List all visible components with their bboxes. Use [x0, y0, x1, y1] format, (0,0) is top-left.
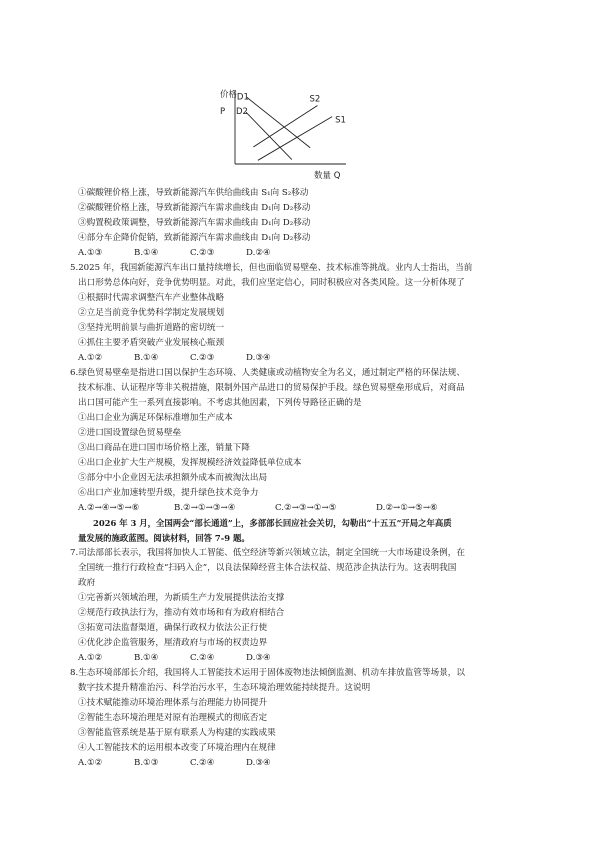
q5-choices [78, 353, 302, 364]
q4-option-2: ②碳酸锂价格上涨，导致新能源汽车需求曲线由 D₁向 D₂移动 [78, 203, 311, 213]
supply-demand-chart [210, 84, 350, 184]
choice-d: D.②④ [246, 248, 271, 258]
q7-choices [78, 653, 302, 664]
q5-option-3: ③坚持光明前景与曲折道路的密切统一 [78, 323, 225, 333]
choice-a: A.②→④→⑤→⑥ [78, 503, 140, 513]
q7-option-2: ②规范行政执法行为，推动有效市场和有为政府相结合 [78, 608, 285, 618]
curve-s1 [258, 117, 332, 161]
q8-option-1: ①技术赋能推动环境治理体系与治理能力协同提升 [78, 698, 268, 708]
q7-option-3: ③拓宽司法监督渠道，确保行政权力依法公正行使 [78, 623, 268, 633]
q8-stem-line-2: 数字技术提升精准治污、科学治污水平，生态环境治理效能持续提升。这说明 [78, 683, 371, 693]
choice-c: C.②④ [190, 653, 215, 663]
choice-c: C.②③ [190, 248, 215, 258]
choice-b: B.①④ [134, 248, 159, 258]
choice-b: B.①③ [134, 758, 159, 768]
choice-b: B.②→①→③→④ [174, 503, 236, 513]
choice-c: C.②④ [190, 758, 215, 768]
choice-c: C.②③ [190, 353, 215, 363]
q6-option-4: ④出口企业扩大生产规模，发挥规模经济效益降低单位成本 [78, 458, 302, 468]
q6-stem-line-3: 出口国可能产生一系列直接影响。不考虑其他因素，下列传导路径正确的是 [78, 398, 362, 408]
q5-stem-line-1: 5.2025 年，我国新能源汽车出口量持续增长，但也面临贸易壁垒、技术标准等挑战。业内人士指出，当前 [70, 263, 473, 273]
choice-a: A.①② [78, 758, 103, 768]
choice-b: B.①④ [134, 353, 159, 363]
q8-option-4: ④人工智能技术的运用根本改变了环境治理内在规律 [78, 743, 276, 753]
q6-option-6: ⑥出口产业加速转型升级，提升绿色技术竞争力 [78, 488, 259, 498]
material-line-1: 2026 年 3 月，全国两会“部长通道”上，多部部长回应社会关切，勾勒出“十五五”开局之年高质 [93, 518, 452, 528]
choice-c: C.②→③→①→⑤ [275, 503, 337, 513]
choice-a: A.①② [78, 653, 103, 663]
q8-choices [78, 758, 302, 769]
q4-option-3: ③购置税政策调整，导致新能源汽车需求曲线由 D₁向 D₂移动 [78, 218, 311, 228]
q7-stem-line-2: 全国统一推行行政检查“扫码入企”，以良法保障经营主体合法权益、规范涉企执法行为。这表明我国 [78, 563, 457, 573]
q5-option-2: ②立足当前竞争优势科学制定发展规划 [78, 308, 225, 318]
q6-option-3: ③出口商品在进口国市场价格上涨，销量下降 [78, 443, 250, 453]
choice-d: D.③④ [246, 353, 271, 363]
choice-d: D.③④ [246, 758, 271, 768]
q8-stem-line-1: 8.生态环境部部长介绍，我国将人工智能技术运用于固体废物违法倾倒监测、机动车排放监管等场景，以 [70, 668, 465, 678]
q7-option-4: ④优化涉企监管服务，厘清政府与市场的权责边界 [78, 638, 268, 648]
curve-label-s2: S2 [309, 94, 321, 105]
choice-d: D.③④ [246, 653, 271, 663]
curve-label-d2: D2 [236, 107, 248, 118]
curve-s2 [253, 106, 317, 147]
choice-a: A.①③ [78, 248, 103, 258]
q6-option-2: ②进口国设置绿色贸易壁垒 [78, 428, 182, 438]
q5-option-1: ①根据时代需求调整汽车产业整体战略 [78, 293, 225, 303]
q4-choices [78, 248, 302, 259]
y-axis-label: 价格 [220, 90, 238, 100]
q5-option-4: ④抓住主要矛盾突破产业发展核心瓶颈 [78, 338, 225, 348]
y-axis-symbol: P [220, 107, 226, 117]
q5-stem-line-2: 出口形势总体向好，竞争优势明显。对此，我们应坚定信心，同时积极应对各类风险。这一分析体现了 [78, 278, 465, 288]
q4-option-1: ①碳酸锂价格上涨，导致新能源汽车供给曲线由 S₁向 S₂移动 [78, 188, 309, 198]
q6-stem-line-1: 6.绿色贸易壁垒是指进口国以保护生态环境、人类健康或动植物安全为名义，通过制定严格的环保法规、 [70, 368, 465, 378]
curve-label-d1: D1 [236, 92, 249, 103]
q6-option-1: ①出口企业为满足环保标准增加生产成本 [78, 413, 233, 423]
x-axis-label: 数量 Q [314, 171, 341, 181]
material-line-2: 量发展的施政蓝图。阅读材料，回答 7-9 题。 [78, 533, 250, 543]
choice-b: B.①④ [134, 653, 159, 663]
q7-stem-line-3: 政府 [78, 578, 96, 588]
q6-option-5: ⑤部分中小企业因无法承担额外成本而被淘汰出局 [78, 473, 268, 483]
q8-option-3: ③智能监管系统是基于原有联系人为构建的实践成果 [78, 728, 276, 738]
q7-stem-line-1: 7.司法部部长表示，我国将加快人工智能、低空经济等新兴领域立法，制定全国统一大市场建设条例，在 [70, 548, 465, 558]
curve-d2 [246, 112, 292, 159]
q4-option-4: ④部分车企降价促销，致新能源汽车需求曲线由 D₁向 D₂移动 [78, 233, 311, 243]
q6-choices [78, 503, 472, 514]
choice-a: A.①② [78, 353, 103, 363]
choice-d: D.②→①→⑤→⑥ [376, 503, 438, 513]
curve-label-s1: S1 [335, 115, 346, 126]
q6-stem-line-2: 技术标准、认证程序等非关税措施，限制外国产品进口的贸易保护手段。绿色贸易壁垒形成后，对商品 [78, 383, 465, 393]
q8-option-2: ②智能生态环境治理是对原有治理模式的彻底否定 [78, 713, 268, 723]
q7-option-1: ①完善新兴领域治理，为新质生产力发展提供法治支撑 [78, 593, 285, 603]
